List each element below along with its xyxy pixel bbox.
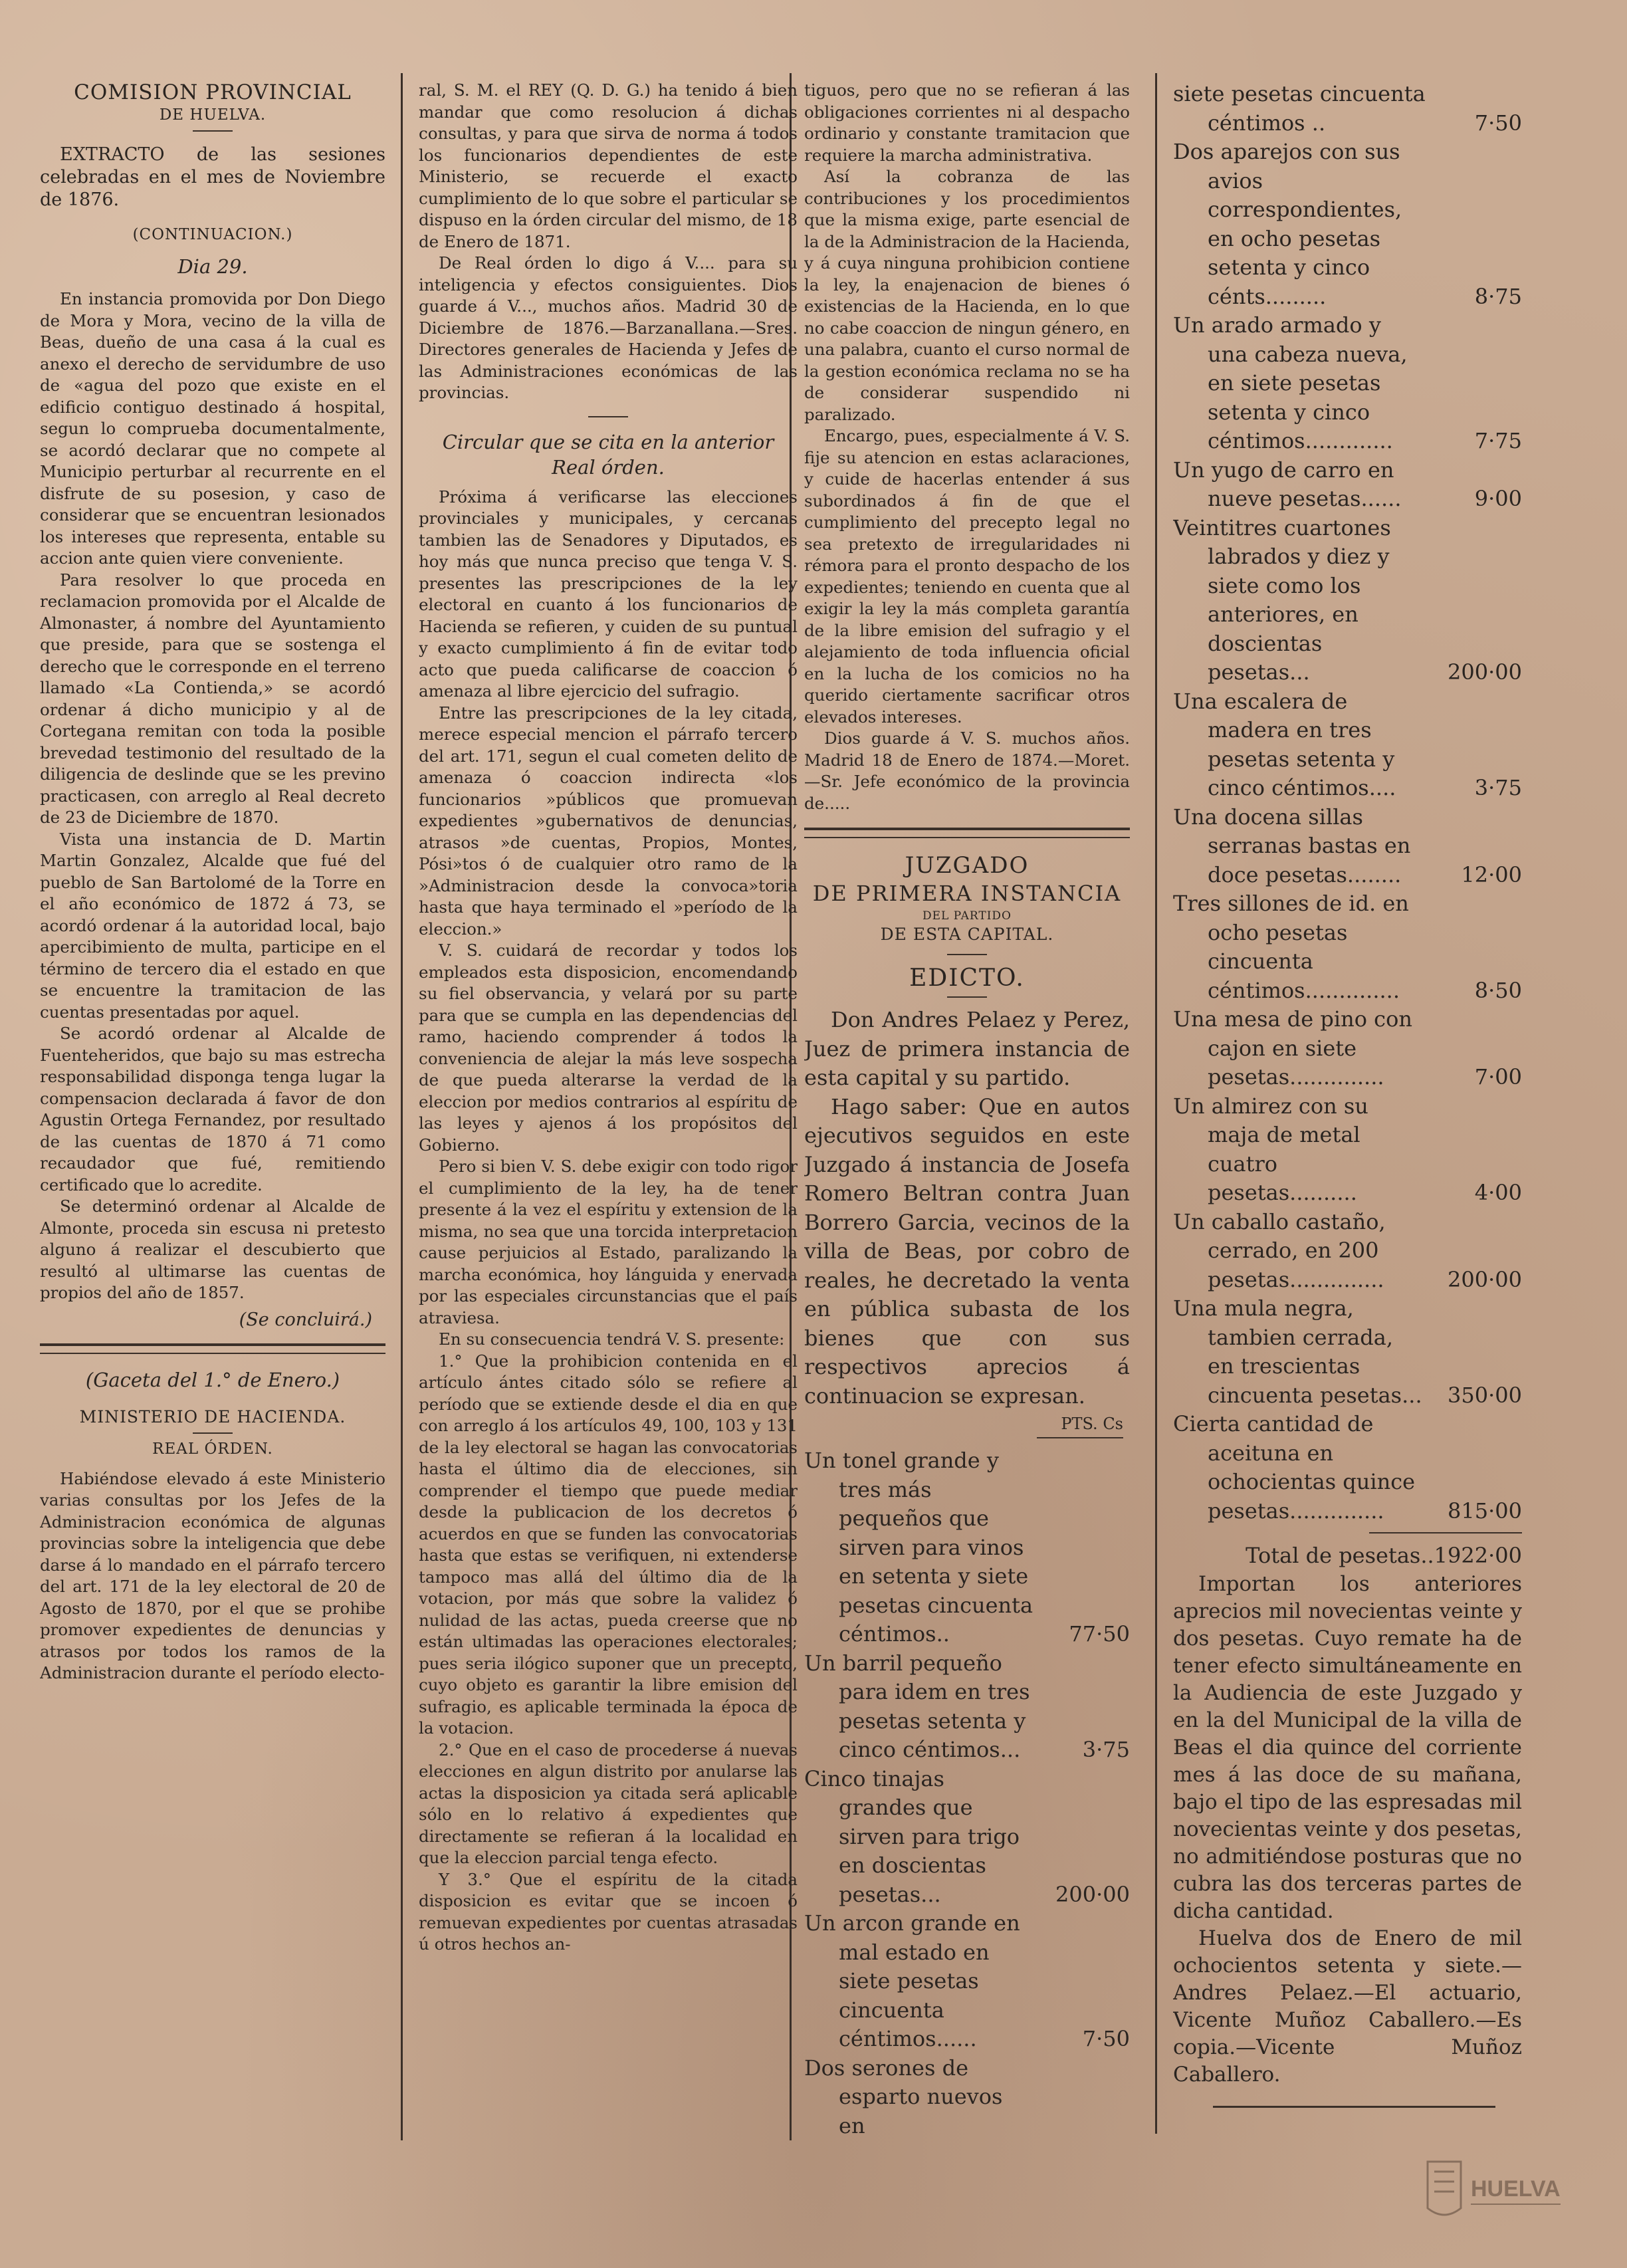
column-2: [419, 80, 798, 2180]
inventory-item: Un caballo castaño, cerrado, en 200 pesetas.............. 200·00: [1173, 1208, 1522, 1292]
paragraph: Vista una instancia de D. Martin Martin Gonzalez, Alcalde que fué del pueblo de San Bartolomé de la Torre en el año económico de 1872 á 73, se acordó ordenar á la autoridad local, bajo apercibimiento de multa, participe en el término de tercero dia el estado en que se encuentre la tramitacion de las cuentas presentadas por aquel.: [40, 829, 385, 1022]
paragraph: Pero si bien V. S. debe exigir con todo rigor el cumplimiento de la ley, ha de tener presente á la vez el espíritu y extension de la misma, no sea que una torcida interpretacion cause perjuicios al Estado, paralizando la marcha económica, hoy lánguida y enervada por las especiales circunstancias que el país atraviesa.: [419, 1157, 798, 1327]
inventory-item: Dos aparejos con sus avios correspondientes, en ocho pesetas setenta y cinco cénts......... 8·75: [1173, 139, 1522, 309]
column-4: [1173, 80, 1522, 2114]
edict-paragraph: Importan los anteriores aprecios mil novecientas veinte y dos pesetas. Cuyo remate ha de tener efecto simultáneamente en la Audiencia de este Juzgado y en la del Municipal de la villa de Beas el dia quince del corriente mes á las doce de su mañana, bajo el tipo de las espresadas mil novecientas veinte y dos pesetas, no admitiéndose posturas que no cubra las dos terceras partes de dicha cantidad.: [1173, 1571, 1522, 1923]
continuation-label: (CONTINUACION.): [132, 226, 293, 243]
paragraph: Encargo, pues, especialmente á V. S. fije su atencion en estas aclaraciones, y cuide de hacerlas entender á sus subordinados á fin de que el cumplimiento del precepto legal no sea pretexto de irregularidades ni rémora para el pronto despacho de los expedientes; teniendo en cuenta que al exigir la ley la más completa garantía de la libre emision del sufragio y el alejamiento de toda influencia oficial en la lucha de los comicios no ha querido ciertamente sacrificar otros elevados intereses.: [804, 426, 1130, 727]
inventory-item: Una escalera de madera en tres pesetas setenta y cinco céntimos.... 3·75: [1173, 688, 1522, 800]
paragraph: En su consecuencia tendrá V. S. presente:: [439, 1329, 785, 1349]
paragraph: Entre las prescripciones de la ley citada, merece especial mencion el párrafo tercero del art. 171, segun el cual cometen delito de amenaza ó coaccion indirecta «los funcionarios »públicos que promuevan expedientes »gubernativos de denuncias, atrasos »de cuentas, Propios, Montes, Pósi»tos ó de cualquier otro ramo de la »Administracion desde la convoca»toria hasta que haya terminado el »período de la eleccion.»: [419, 703, 798, 939]
archive-logo: [1414, 2148, 1567, 2228]
section-rule: [804, 828, 1130, 838]
inventory-item: Un barril pequeño para idem en tres pesetas setenta y cinco céntimos... 3·75: [804, 1650, 1130, 1762]
commission-title: COMISION PROVINCIAL: [74, 80, 352, 104]
paragraph: 1.° Que la prohibicion contenida en el artículo ántes citado sólo se refiere al período que se extiende desde el dia en que con arreglo á los artículos 49, 100, 103 y 131 de la ley electoral se hagan las convocatorias hasta el último dia de elecciones, sin comprender el tiempo que puede mediar desde la publicacion de los decretos ó acuerdos en que se funden las convocatorias hasta que estas se verifiquen, ni extenderse tampoco mas allá del último dia de la votacion, por más que sobre la validez ó nulidad de las actas, pueda creerse que no están ultimadas las operaciones electorales; pues seria ilógico suponer que un precepto, cuyo objeto es garantir la libre emision del sufragio, es aplicable terminada la época de la votacion.: [419, 1351, 798, 1738]
paragraph: De Real órden lo digo á V.... para su inteligencia y efectos consiguientes. Dios guarde á V..., muchos años. Madrid 30 de Diciembre de 1876.—Barzanallana.—Sres. Directores generales de Hacienda y Jefes de las Administraciones económicas de las provincias.: [419, 253, 798, 402]
price-column-header: PTS. Cs: [1061, 1415, 1123, 1433]
inventory-item: Una mula negra, tambien cerrada, en trescientas cincuenta pesetas... 350·00: [1173, 1296, 1522, 1408]
inventory-item: siete pesetas cincuenta céntimos .. 7·50: [1173, 81, 1522, 136]
to-be-concluded: (Se concluirá.): [239, 1309, 372, 1330]
royal-order-title: REAL ÓRDEN.: [152, 1440, 273, 1458]
inventory-item: Un almirez con su maja de metal cuatro pesetas.......... 4·00: [1173, 1093, 1522, 1205]
inventory-item: Cinco tinajas grandes que sirven para trigo en doscientas pesetas... 200·00: [804, 1765, 1130, 1907]
separator: [947, 954, 987, 955]
court-district: DEL PARTIDO: [922, 909, 1012, 923]
paragraph: Habiéndose elevado á este Ministerio varias consultas por los Jefes de la Administracion económica de algunas provincias sobre la inteligencia que debe darse á lo mandado en el párrafo tercero del art. 171 de la ley electoral de 20 de Agosto de 1870, por el que se prohibe promover expedientes de denuncias y atrasos por todos los ramos de la Administracion durante el período electo-: [40, 1468, 385, 1682]
paragraph: Se acordó ordenar al Alcalde de Fuenteheridos, que bajo su mas estrecha responsabilidad disponga tenga lugar la compensacion declarada á favor de don Agustin Ortega Fernandez, por resultado de las cuentas de 1870 á 71 como recaudador que fué, remitiendo certificado que lo acredite.: [40, 1024, 385, 1194]
inventory-item: Un arcon grande en mal estado en siete pesetas cincuenta céntimos...... 7·50: [804, 1910, 1130, 2051]
column-1: [40, 80, 385, 2174]
column-divider: [1155, 73, 1157, 2134]
total-amount: Total de pesetas..1922·00: [1246, 1543, 1522, 1568]
paragraph: Para resolver lo que proceda en reclamacion promovida por el Alcalde de Almonaster, á nombre del Ayuntamiento que preside, para que se sostenga el derecho que le corresponde en el terreno llamado «La Contienda,» se acordó ordenar á dicho municipio y al de Cortegana remitan con toda la posible brevedad testimonio del resultado de la diligencia de deslinde que se les previno practicasen, con arreglo al Real decreto de 23 de Diciembre de 1870.: [40, 570, 385, 827]
section-rule: [40, 1343, 385, 1354]
paragraph: Y 3.° Que el espíritu de la citada disposicion es evitar que se incoen ó remuevan expedientes por cuentas atrasadas ú otros hechos an-: [419, 1869, 798, 1954]
paragraph: V. S. cuidará de recordar y todos los empleados esta disposicion, encomendando su fiel observancia, y velará por su parte para que se cumpla en las dependencias del ramo, haciendo comprender á todos la conveniencia de alejar la más leve sospecha de que pueda alterarse la verdad de la eleccion por medios contrarios al espíritu de las leyes y ajenos á los propósitos del Gobierno.: [419, 941, 798, 1155]
paragraph: 2.° Que en el caso de procederse á nuevas elecciones en algun distrito por anularse las actas la disposicion ya citada será aplicable sólo en lo relativo á expedientes que directamente se refieran á la localidad en que la eleccion parcial tenga efecto.: [419, 1740, 798, 1867]
paragraph: Próxima á verificarse las elecciones provinciales y municipales, y cercanas tambien las de Senadores y Diputados, es hoy más que nunca preciso que tenga V. S. presentes las prescripciones de la ley electoral en cuanto á los funcionarios de Hacienda se refieren, y cuiden de su puntual y exacto cumplimiento á fin de evitar todo acto que pueda calificarse de coaccion ó amenaza al libre ejercicio del sufragio.: [419, 487, 798, 701]
court-capital: DE ESTA CAPITAL.: [880, 925, 1054, 944]
inventory-item: Veintitres cuartones labrados y diez y siete como los anteriores, en doscientas pesetas... 200·00: [1173, 514, 1522, 685]
separator: [947, 996, 987, 998]
paragraph: ral, S. M. el REY (Q. D. G.) ha tenido á bien mandar que como resolucion á dichas consultas, y para que sirva de norma á todos los funcionarios dependientes de este Ministerio, se recuerde el exacto cumplimiento de lo que sobre el particular se dispuso en la órden circular del mismo, de 18 de Enero de 1871.: [419, 80, 798, 251]
ministry-title: MINISTERIO DE HACIENDA.: [79, 1407, 346, 1426]
paragraph: Dios guarde á V. S. muchos años. Madrid 18 de Enero de 1874.—Moret.—Sr. Jefe económico de la provincia de.....: [804, 729, 1130, 813]
court-subtitle: DE PRIMERA INSTANCIA: [812, 881, 1122, 906]
section-rule: [1213, 2106, 1495, 2108]
separator: [193, 130, 233, 132]
extract-heading: EXTRACTO de las sesiones celebradas en el mes de Noviembre de 1876.: [40, 144, 385, 210]
separator: [1369, 1532, 1522, 1533]
inventory-item: Cierta cantidad de aceituna en ochocientas quince pesetas.............. 815·00: [1173, 1411, 1522, 1524]
inventory-item: Un arado armado y una cabeza nueva, en siete pesetas setenta y cinco céntimos............. 7·75: [1173, 312, 1522, 453]
column-3: [804, 80, 1130, 2180]
day-heading: Dia 29.: [177, 255, 248, 278]
inventory-item: Una docena sillas serranas bastas en doce pesetas........ 12·00: [1173, 804, 1522, 887]
separator: [588, 416, 628, 417]
separator: [1037, 1437, 1123, 1438]
edict-paragraph: Don Andres Pelaez y Perez, Juez de primera instancia de esta capital y su partido.: [804, 1007, 1130, 1090]
inventory-item: Un yugo de carro en nueve pesetas...... 9·00: [1173, 457, 1522, 511]
inventory-item: Dos serones de esparto nuevos en: [804, 2055, 1003, 2138]
court-title: JUZGADO: [905, 852, 1030, 879]
edict-heading: EDICTO.: [909, 964, 1025, 992]
inventory-item: Un tonel grande y tres más pequeños que sirven para vinos en setenta y siete pesetas cincuenta céntimos.. 77·50: [804, 1448, 1130, 1646]
gaceta-source: (Gaceta del 1.° de Enero.): [85, 1368, 340, 1391]
paragraph: En instancia promovida por Don Diego de Mora y Mora, vecino de la villa de Beas, dueño de una casa á la cual es anexo el derecho de servidumbre de uso de «agua del pozo que existe en el edificio contiguo destinado á hospital, segun lo comprueba documentalmente, se acordó declarar que no compete al Municipio perturbar al recurrente en el disfrute de su posesion, y caso de considerar que se encuentran lesionados los intereses que representa, entable su accion ante quien viere conveniente.: [40, 289, 385, 568]
paragraph: Se determinó ordenar al Alcalde de Almonte, proceda sin escusa ni pretesto alguno á realizar el descubierto que resultó al ultimarse las cuentas de propios del año de 1857.: [40, 1196, 385, 1302]
paragraph: Así la cobranza de las contribuciones y los procedimientos que la misma exige, parte esencial de la de la Administracion de la Hacienda, y á cuya ninguna prohibicion contiene la ley, la enajenacion de bienes ó existencias de la Hacienda, en lo que no cabe coaccion de ningun género, en una palabra, cuanto el curso normal de la gestion económica reclama no se ha de considerar suspendido ni paralizado.: [804, 167, 1130, 424]
separator: [193, 1432, 233, 1434]
edict-paragraph: Huelva dos de Enero de mil ochocientos setenta y siete.—Andres Pelaez.—El actuario, Vicente Muñoz Caballero.—Es copia.—Vicente Muñoz Caballero.: [1173, 1926, 1522, 2087]
logo-text: HUELVA: [1471, 2176, 1561, 2202]
column-divider: [401, 73, 403, 2140]
commission-subtitle: DE HUELVA.: [159, 106, 267, 124]
inventory-item: Una mesa de pino con cajon en siete pesetas.............. 7·00: [1173, 1006, 1522, 1089]
inventory-item: Tres sillones de id. en ocho pesetas cincuenta céntimos.............. 8·50: [1173, 891, 1522, 1003]
edict-paragraph: Hago saber: Que en autos ejecutivos seguidos en este Juzgado á instancia de Josefa Romero Beltran contra Juan Borrero Garcia, vecinos de la villa de Beas, por cobro de reales, he decretado la venta en pública subasta de los bienes que con sus respectivos aprecios á continuacion se expresan.: [804, 1093, 1130, 1409]
paragraph: tiguos, pero que no se refieran á las obligaciones corrientes ni al despacho ordinario y constante tramitacion que requiere la marcha administrativa.: [804, 80, 1130, 165]
circular-title: Circular que se cita en la anterior Real órden.: [442, 430, 774, 479]
